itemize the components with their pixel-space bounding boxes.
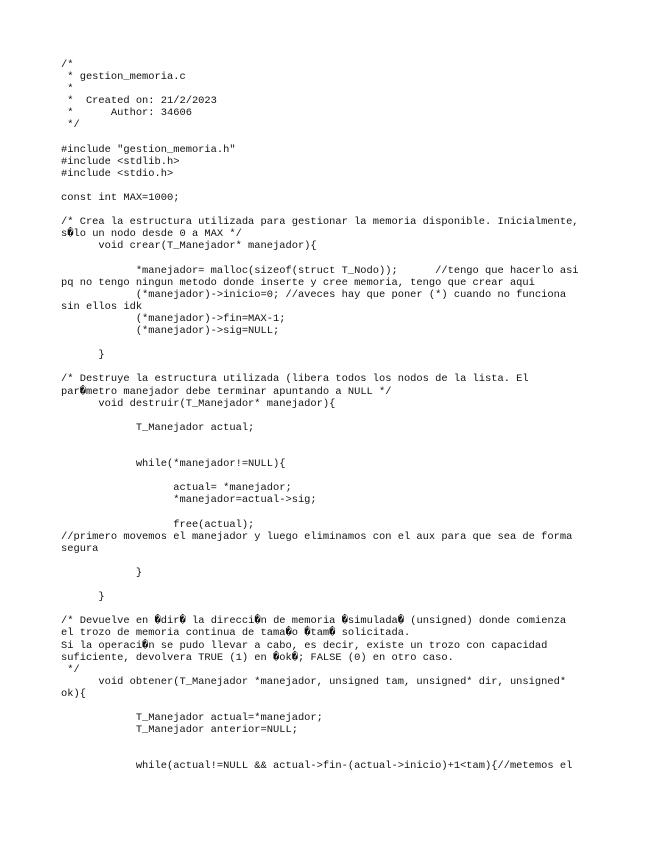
source-code-listing [61, 59, 646, 773]
code-line: (*manejador)->sig=NULL; [61, 325, 280, 338]
code-line [61, 579, 646, 591]
code-line: //primero movemos el manejador y luego eliminamos con el aux para que sea de forma [61, 530, 573, 543]
code-line [61, 700, 646, 712]
code-line: (*manejador)->fin=MAX-1; [61, 312, 286, 325]
code-line: actual= *manejador; [61, 482, 292, 495]
code-line: void crear(T_Manejador* manejador){ [61, 240, 317, 253]
code-line: } [61, 566, 143, 579]
code-line: T_Manejador actual; [61, 421, 255, 434]
code-line [61, 748, 646, 760]
code-line [61, 180, 646, 192]
code-line: while(actual!=NULL && actual->fin-(actual->inicio)+1<tam){//metemos el [61, 760, 573, 773]
code-line: ok){ [61, 687, 86, 700]
code-line [61, 434, 646, 446]
code-line: /* Devuelve en �dir� la direcci�n de memoria �simulada� (unsigned) donde comienza [61, 615, 567, 628]
code-line: pq no tengo ningun metodo donde inserte y cree memoria, tengo que crear aqui [61, 276, 535, 289]
code-line: * Created on: 21/2/2023 [61, 95, 217, 108]
code-line [61, 506, 646, 518]
code-line: /* Crea la estructura utilizada para gestionar la memoria disponible. Inicialmente, [61, 216, 579, 229]
code-line [61, 337, 646, 349]
code-line: * gestion_memoria.c [61, 71, 186, 84]
code-line: void obtener(T_Manejador *manejador, unsigned tam, unsigned* dir, unsigned* [61, 675, 567, 688]
code-line: #include "gestion_memoria.h" [61, 143, 236, 156]
code-line: } [61, 349, 105, 362]
code-line: /* [61, 59, 74, 71]
code-line: while(*manejador!=NULL){ [61, 458, 286, 471]
code-line: #include <stdio.h> [61, 167, 174, 180]
code-line: } [61, 591, 105, 604]
code-line: el trozo de memoria continua de tama�o �tam� solicitada. [61, 627, 411, 640]
code-line: T_Manejador actual=*manejador; [61, 712, 323, 725]
code-line: T_Manejador anterior=NULL; [61, 724, 298, 737]
code-line: suficiente, devolvera TRUE (1) en �ok�; FALSE (0) en otro caso. [61, 651, 454, 664]
code-line [61, 253, 646, 265]
code-line: */ [61, 119, 80, 132]
code-line [61, 446, 646, 458]
code-line: * [61, 83, 74, 96]
code-line [61, 410, 646, 422]
code-line: void destruir(T_Manejador* manejador){ [61, 397, 336, 410]
code-line [61, 132, 646, 144]
code-line [61, 204, 646, 216]
code-line [61, 555, 646, 567]
code-line: const int MAX=1000; [61, 192, 180, 205]
code-line [61, 470, 646, 482]
code-line: Si la operaci�n se pudo llevar a cabo, es decir, existe un trozo con capacidad [61, 639, 548, 652]
code-line: #include <stdlib.h> [61, 155, 180, 168]
code-line: s�lo un nodo desde 0 a MAX */ [61, 228, 242, 241]
code-line [61, 361, 646, 373]
code-line: *manejador= malloc(sizeof(struct T_Nodo)); //tengo que hacerlo asi [61, 264, 579, 277]
code-line: free(actual); [61, 518, 255, 531]
code-line: sin ellos idk [61, 300, 143, 313]
code-line: segura [61, 542, 99, 555]
code-line [61, 736, 646, 748]
code-line: *manejador=actual->sig; [61, 494, 317, 507]
code-line [61, 603, 646, 615]
code-line: (*manejador)->inicio=0; //aveces hay que poner (*) cuando no funciona [61, 288, 567, 301]
code-line: /* Destruye la estructura utilizada (libera todos los nodos de la lista. El [61, 373, 529, 386]
code-line: par�metro manejador debe terminar apuntando a NULL */ [61, 385, 392, 398]
code-line: * Author: 34606 [61, 107, 192, 120]
code-line: */ [61, 663, 80, 676]
